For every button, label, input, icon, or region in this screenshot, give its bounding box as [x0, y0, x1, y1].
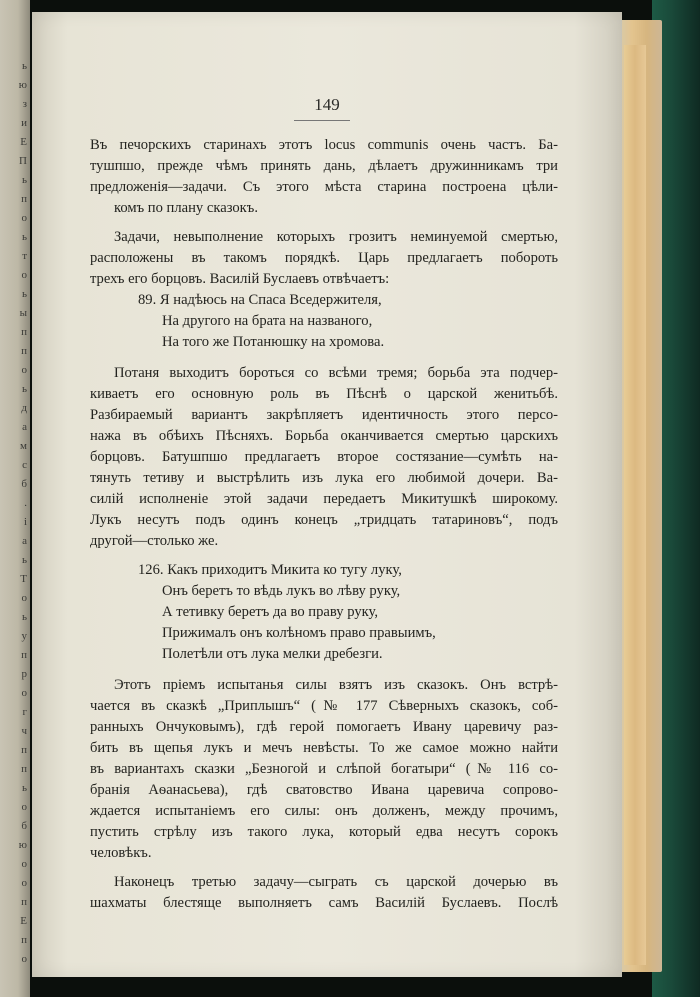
text-line: другой—столько же. — [90, 533, 219, 549]
facing-page-text-fragment: п — [21, 896, 27, 908]
verse-quote-126 — [90, 560, 558, 665]
facing-page-text-fragment: ь — [21, 554, 27, 566]
text-line: бить въ щепья лукъ и мечъ невѣсты. То же самое можно найти — [90, 740, 558, 756]
paragraph-3 — [90, 363, 558, 552]
facing-page-text-fragment: ч — [21, 725, 27, 737]
text-line: расположены въ такомъ порядкѣ. Царь предлагаетъ побороть — [90, 250, 558, 266]
facing-page-text-fragment: р — [21, 668, 27, 680]
verse-line: 89. Я надѣюсь на Спаса Вседержителя, — [138, 292, 382, 308]
verse-quote-89 — [90, 290, 558, 353]
facing-page-text-fragment: ь — [21, 782, 27, 794]
facing-page-text-fragment: т — [22, 250, 27, 262]
facing-page-text-fragment: о — [21, 212, 27, 224]
page-number: 149 — [314, 95, 340, 114]
text-line: бранія Аѳанасьева), гдѣ сватовство Ивана царевича сопрово- — [90, 782, 558, 798]
facing-page-text-fragment: ь — [21, 383, 27, 395]
facing-page-text-fragment: п — [21, 345, 27, 357]
text-line: силій исполненіе этой задачи передаетъ Микитушкѣ широкому. — [90, 491, 558, 507]
page-number-rule — [294, 120, 350, 121]
paragraph-1 — [90, 135, 558, 219]
text-line: трехъ его борцовъ. Василій Буслаевъ отвѣчаетъ: — [90, 271, 390, 287]
facing-page-text-fragment: Е — [20, 915, 27, 927]
text-line: чается въ сказкѣ „Приплышъ“ (№ 177 Сѣверныхъ сказокъ, соб- — [90, 698, 558, 714]
text-line: Потаня выходитъ бороться со всѣми тремя; борьба эта подчер- — [114, 365, 558, 381]
facing-page-text-fragment: ю — [18, 79, 27, 91]
paragraph-4 — [90, 675, 558, 864]
facing-page-text-fragment: Т — [20, 573, 27, 585]
facing-page-text-fragment: П — [19, 155, 27, 167]
facing-page-text-fragment: Е — [20, 136, 27, 148]
text-line: въ вариантахъ сказки „Безногой и слѣпой богатыри“ (№ 116 со- — [90, 761, 558, 777]
verse-line: А тетивку беретъ да во праву руку, — [162, 604, 378, 620]
facing-page-text-fragment: о — [21, 801, 27, 813]
facing-page-text-fragment: а — [22, 535, 27, 547]
facing-page-text-fragment: у — [21, 630, 27, 642]
facing-page-text-fragment: ь — [21, 611, 27, 623]
text-line: Наконецъ третью задачу—сыграть съ царской дочерью въ — [114, 874, 558, 890]
facing-page-text-fragment: ю — [18, 839, 27, 851]
facing-page-text-fragment: б — [21, 820, 27, 832]
facing-page-text-fragment: п — [21, 326, 27, 338]
facing-page-text-fragment: ь — [21, 288, 27, 300]
facing-page-text-fragment: ь — [21, 231, 27, 243]
facing-page-text-fragment: б — [21, 478, 27, 490]
facing-page-text-fragment: о — [21, 364, 27, 376]
text-line: Задачи, невыполнение которыхъ грозитъ неминуемой смертью, — [114, 229, 558, 245]
verse-line: Прижималъ онъ колѣномъ право правыимъ, — [162, 625, 436, 641]
verse-line: Онъ беретъ то вѣдь лукъ во лѣву руку, — [162, 583, 401, 599]
paragraph-5 — [90, 872, 558, 914]
text-line: Лукъ несутъ подъ одинъ конецъ „тридцать татариновъ“, подъ — [90, 512, 558, 528]
facing-page-text-fragment: и — [21, 117, 27, 129]
book-page — [32, 12, 622, 977]
text-line: человѣкъ. — [90, 845, 152, 861]
facing-page-text-fragment: о — [21, 858, 27, 870]
verse-line: На другого на брата на названого, — [162, 313, 373, 329]
facing-page-text-fragment: о — [21, 953, 27, 965]
facing-page-text-fragment: з — [22, 98, 27, 110]
facing-page-text-fragment: п — [21, 744, 27, 756]
text-line: предложенія—задачи. Съ этого мѣста старина построена цѣли- — [90, 179, 558, 195]
facing-page-text-fragment: с — [22, 459, 27, 471]
page-text — [90, 135, 558, 914]
facing-page-text-fragment: п — [21, 649, 27, 661]
facing-page-text-fragment: г — [22, 706, 27, 718]
facing-page-text-fragment: д — [21, 402, 27, 414]
verse-line: На того же Потанюшку на хромова. — [162, 334, 385, 350]
facing-page-text-fragment: о — [21, 592, 27, 604]
facing-page-text-fragment: ь — [21, 174, 27, 186]
text-line: ждается испытаніемъ его силы: онъ долженъ, между прочимъ, — [90, 803, 558, 819]
facing-page-text-fragment: ы — [19, 307, 27, 319]
facing-page-text-fragment: п — [21, 763, 27, 775]
facing-page-text-fragment: м — [20, 440, 27, 452]
text-line: киваетъ его основную роль въ Пѣснѣ о царской женитьбѣ. — [90, 386, 558, 402]
facing-page-text-fragment: а — [22, 421, 27, 433]
text-line: комъ по плану сказокъ. — [114, 200, 258, 216]
facing-page-edge — [0, 0, 30, 997]
facing-page-text-fragment: . — [24, 497, 27, 509]
facing-page-text-fragment: i — [23, 516, 27, 528]
text-line: ранныхъ Ончуковымъ), гдѣ герой помогаетъ Ивану царевичу раз- — [90, 719, 558, 735]
text-line: шахматы блестяще выполняетъ самъ Василій Буслаевъ. Послѣ — [90, 895, 558, 911]
text-line: тушпшо, прежде чѣмъ принять дань, дѣлаетъ дружинникамъ три — [90, 158, 558, 174]
facing-page-text-fragment: о — [21, 269, 27, 281]
text-line: нажа въ обѣихъ Пѣсняхъ. Борьба оканчивается смертью царскихъ — [90, 428, 558, 444]
facing-page-text-fragment: о — [21, 877, 27, 889]
facing-page-text-fragment: ь — [21, 60, 27, 72]
text-line: Разбираемый вариантъ закрѣпляетъ идентичность этого персо- — [90, 407, 558, 423]
text-line: борцовъ. Батушпшо предлагаетъ второе состязание—сумѣть на- — [90, 449, 558, 465]
text-line: тянуть тетиву и выстрѣлить изъ лука его любимой дочери. Ва- — [90, 470, 558, 486]
verse-line: 126. Какъ приходитъ Микита ко тугу луку, — [138, 562, 402, 578]
facing-page-text-fragment: о — [21, 687, 27, 699]
verse-line: Полетѣли отъ лука мелки дребезги. — [162, 646, 383, 662]
facing-page-text-fragment: п — [21, 193, 27, 205]
text-line: Въ печорскихъ старинахъ этотъ locus communis очень частъ. Ба- — [90, 137, 558, 153]
paragraph-2 — [90, 227, 558, 290]
facing-page-text-fragment: п — [21, 934, 27, 946]
text-line: пустить стрѣлу изъ такого лука, который едва несутъ сорокъ — [90, 824, 558, 840]
text-line: Этотъ пріемъ испытанья силы взятъ изъ сказокъ. Онъ встрѣ- — [114, 677, 558, 693]
